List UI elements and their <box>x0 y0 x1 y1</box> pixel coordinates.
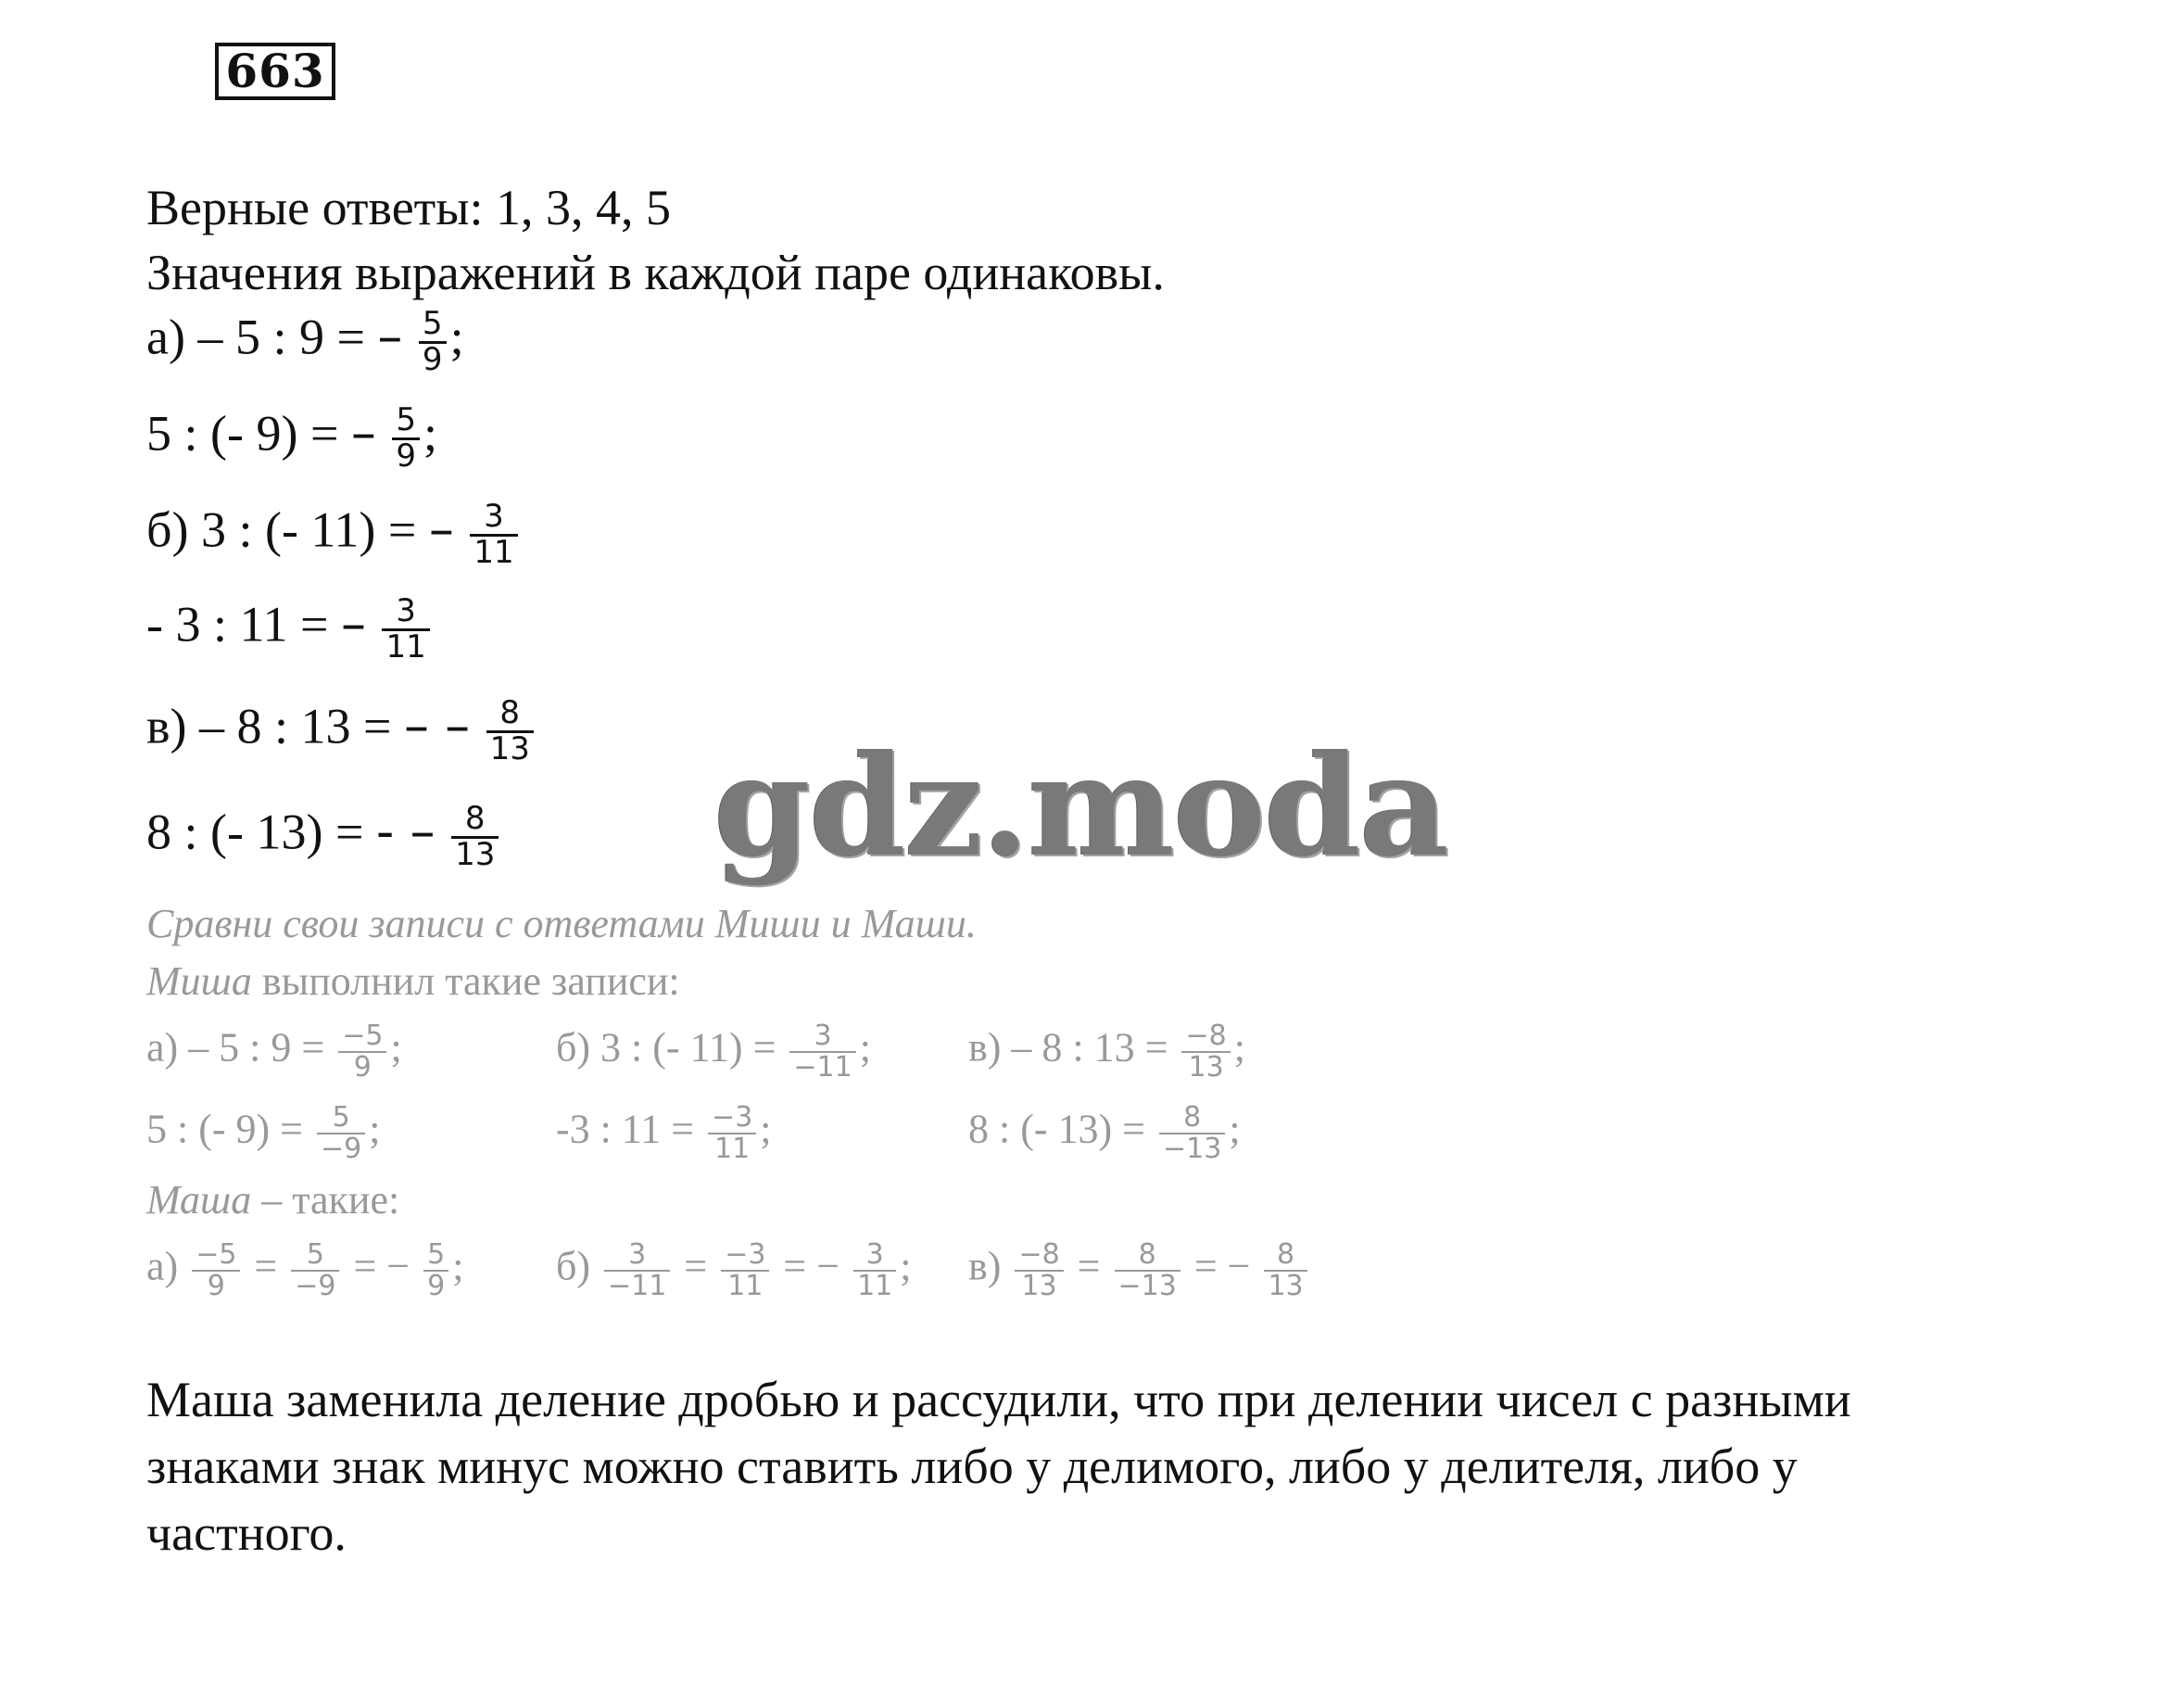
conclusion-line-2: знаками знак минус можно ставить либо у делимого, либо у делителя, либо у <box>146 1438 1798 1494</box>
denominator: 13 <box>1268 1269 1304 1302</box>
numerator: 8 <box>464 800 486 837</box>
entry-post: ; <box>452 1243 464 1289</box>
pair-a1 <box>146 305 464 378</box>
misha-entry <box>146 1103 380 1163</box>
denominator: 11 <box>714 1132 751 1165</box>
misha-entry <box>968 1103 1241 1163</box>
masha-line <box>146 1177 399 1223</box>
numerator: 8 <box>1138 1238 1156 1271</box>
denominator: 9 <box>422 340 443 378</box>
entry-pre: 5 : (- 9) = <box>146 1106 313 1152</box>
denominator: 11 <box>857 1269 893 1302</box>
numerator: 3 <box>865 1238 884 1271</box>
fraction <box>1264 1240 1307 1300</box>
fraction <box>451 800 499 873</box>
misha-line <box>146 958 680 1005</box>
fraction <box>1159 1103 1225 1163</box>
pair-expr: 5 : (- 9) = <box>146 405 351 462</box>
conclusion-line-3: частного. <box>146 1505 347 1561</box>
pair-tail: ; <box>423 405 438 462</box>
numerator: −3 <box>712 1101 753 1134</box>
fraction <box>392 401 420 475</box>
numerator: 5 <box>332 1101 350 1134</box>
denominator: 13 <box>489 729 530 767</box>
entry-post: ; <box>859 1024 871 1071</box>
misha-entry <box>556 1103 772 1163</box>
denominator: 9 <box>353 1050 372 1083</box>
pair-expr: - 3 : 11 = <box>146 596 341 653</box>
fraction <box>192 1240 240 1300</box>
entry-label: а) <box>146 1243 189 1289</box>
watermark: gdz.moda <box>713 725 1448 888</box>
statement: Значения выражений в каждой паре одинаковы. <box>146 245 1165 300</box>
denominator: −13 <box>1117 1269 1177 1302</box>
numerator: 8 <box>499 694 521 731</box>
fraction <box>1181 1021 1230 1082</box>
fraction <box>423 1240 448 1300</box>
misha-name: Миша <box>146 958 252 1004</box>
numerator: 3 <box>628 1238 647 1271</box>
numerator: 8 <box>1277 1238 1295 1271</box>
entry-pre: б) 3 : (- 11) = <box>556 1024 787 1071</box>
fraction <box>708 1103 756 1163</box>
fraction <box>1115 1240 1180 1300</box>
pair-b2 <box>146 592 434 665</box>
pair-expr: 8 : (- 13) = <box>146 804 376 860</box>
entry-post: ; <box>390 1024 402 1071</box>
numerator: −5 <box>196 1238 237 1271</box>
entry-pre: а) – 5 : 9 = <box>146 1024 335 1071</box>
fraction <box>853 1240 896 1300</box>
denominator: −11 <box>793 1050 852 1083</box>
misha-entry <box>968 1021 1245 1082</box>
compare-line: Сравни свои записи с ответами Миши и Маши. <box>146 901 977 946</box>
denominator: −9 <box>295 1269 336 1302</box>
entry-label: в) <box>968 1243 1012 1289</box>
numerator: 5 <box>427 1238 446 1271</box>
fraction <box>721 1240 769 1300</box>
numerator: 3 <box>396 592 416 629</box>
pair-b1 <box>146 498 522 571</box>
entry-post: ; <box>900 1243 912 1289</box>
entry-post: ; <box>1229 1106 1241 1152</box>
masha-entry: б) $\frac{3}{-11}$ = $\frac{-3}{11}$ = − $\frac{3}{11}$ ; <box>556 1238 912 1302</box>
denominator: 9 <box>396 437 417 475</box>
fraction <box>789 1021 855 1082</box>
denominator: −13 <box>1163 1132 1222 1165</box>
pair-sign: – – <box>403 696 471 755</box>
entry-pre: -3 : 11 = <box>556 1106 705 1152</box>
misha-text: выполнил такие записи: <box>251 958 680 1004</box>
pair-sign: – <box>428 500 454 559</box>
pair-tail: ; <box>449 309 464 365</box>
masha-entry: а) $\frac{-5}{9}$ = $\frac{5}{-9}$ = − $\frac{5}{9}$ ; <box>146 1238 464 1302</box>
fraction <box>470 498 517 571</box>
pair-c1 <box>146 694 537 767</box>
denominator: 13 <box>1188 1050 1224 1083</box>
numerator: −5 <box>342 1020 384 1052</box>
problem-number: 663 <box>215 43 335 100</box>
fraction <box>338 1021 386 1082</box>
numerator: 5 <box>422 305 443 342</box>
denominator: 11 <box>385 627 426 665</box>
denominator: 11 <box>473 533 514 571</box>
numerator: 3 <box>484 498 504 535</box>
conclusion-line-1: Маша заменила деление дробью и рассудили, что при делении чисел с разными <box>146 1372 1851 1427</box>
denominator: 9 <box>207 1269 225 1302</box>
numerator: 8 <box>1183 1101 1202 1134</box>
fraction <box>604 1240 670 1300</box>
entry-pre: 8 : (- 13) = <box>968 1106 1155 1152</box>
pair-sign: - – <box>375 802 436 861</box>
pair-sign: – <box>340 594 366 653</box>
entry-post: ; <box>1233 1024 1245 1071</box>
fraction <box>419 305 447 378</box>
denominator: 13 <box>1021 1269 1057 1302</box>
fraction <box>291 1240 339 1300</box>
numerator: −8 <box>1018 1238 1060 1271</box>
misha-entry <box>556 1021 871 1082</box>
pair-c2 <box>146 800 502 873</box>
fraction <box>317 1103 365 1163</box>
answers-line: Верные ответы: 1, 3, 4, 5 <box>146 180 672 235</box>
numerator: 5 <box>396 401 417 438</box>
pair-a2 <box>146 401 438 475</box>
pair-expr: б) 3 : (- 11) = <box>146 501 429 558</box>
numerator: −3 <box>725 1238 766 1271</box>
pair-expr: в) – 8 : 13 = <box>146 698 404 754</box>
denominator: 9 <box>427 1269 446 1302</box>
pair-expr: а) – 5 : 9 = <box>146 309 378 365</box>
denominator: −11 <box>608 1269 667 1302</box>
masha-text: – такие: <box>251 1177 400 1223</box>
numerator: 3 <box>814 1020 832 1052</box>
numerator: −8 <box>1185 1020 1227 1052</box>
pair-sign: – <box>377 307 403 366</box>
fraction <box>486 694 534 767</box>
entry-pre: в) – 8 : 13 = <box>968 1024 1179 1071</box>
entry-post: ; <box>369 1106 381 1152</box>
denominator: 11 <box>727 1269 764 1302</box>
denominator: 13 <box>455 835 496 873</box>
fraction <box>382 592 429 665</box>
pair-sign: – <box>350 403 376 463</box>
numerator: 5 <box>306 1238 324 1271</box>
entry-label: б) <box>556 1243 601 1289</box>
masha-entry: в) $\frac{-8}{13}$ = $\frac{8}{-13}$ = − $\frac{8}{13}$ <box>968 1240 1311 1300</box>
masha-name: Маша <box>146 1177 252 1223</box>
misha-entry <box>146 1021 402 1082</box>
fraction <box>1015 1240 1063 1300</box>
denominator: −9 <box>321 1132 362 1165</box>
entry-post: ; <box>760 1106 772 1152</box>
